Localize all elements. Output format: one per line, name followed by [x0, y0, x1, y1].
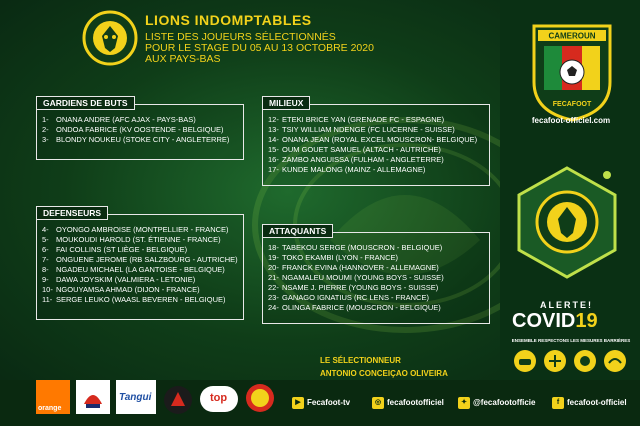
list-item: 18- TABEKOU SERGE (MOUSCRON - BELGIQUE)	[268, 243, 443, 252]
facebook-icon: f	[552, 397, 564, 409]
lion-logo-icon	[82, 10, 138, 66]
panel-header: MILIEUX	[262, 96, 310, 110]
covid-alert-label: ALERTE!	[540, 300, 593, 310]
list-item: 6- FAI COLLINS (ST LIÈGE - BELGIQUE)	[42, 245, 188, 254]
social-label: fecafootofficiel	[387, 398, 444, 408]
social-label: @fecafootofficie	[473, 398, 536, 408]
panel-header: DEFENSEURS	[36, 206, 108, 220]
covid-word: COVID	[512, 310, 576, 332]
sponsor-logo-icon	[164, 386, 192, 414]
list-item: 9- DAWA JOYSKIM (VALMIERA - LETONIE)	[42, 275, 196, 284]
list-item: 13- TSIY WILLIAM NDENGE (FC LUCERNE - SUISSE)	[268, 125, 455, 134]
social-instagram[interactable]	[372, 397, 444, 409]
player-list	[42, 115, 229, 145]
badge-country: CAMEROUN	[548, 31, 596, 41]
mask-icon	[519, 359, 531, 365]
orange-label: orange	[38, 405, 62, 412]
social-twitter[interactable]	[458, 397, 535, 409]
twitter-icon: ✦	[458, 397, 470, 409]
panel-attaquants	[262, 226, 490, 324]
list-item: 23- GANAGO IGNATIUS (RC LENS - FRANCE)	[268, 293, 429, 302]
tangui-label: Tangui	[119, 392, 152, 403]
player-list	[42, 225, 238, 305]
lion-hexagon-icon	[515, 165, 619, 280]
list-item: 17- KUNDE MALONG (MAINZ - ALLEMAGNE)	[268, 165, 426, 174]
top-label: top	[210, 392, 228, 404]
list-item: 12- ETEKI BRICE YAN (GRENADE FC - ESPAGNE)	[268, 115, 445, 124]
youtube-icon: ▶	[292, 397, 304, 409]
list-item: 7- ONGUENE JEROME (RB SALZBOURG - AUTRICHE)	[42, 255, 238, 264]
player-list	[268, 115, 477, 175]
panel-milieux	[262, 98, 490, 186]
list-item: 19- TOKO EKAMBI (LYON - FRANCE)	[268, 253, 398, 262]
player-list	[268, 243, 444, 313]
list-item: 22- NSAME J. PIERRE (YOUNG BOYS - SUISSE)	[268, 283, 439, 292]
list-item: 21- NGAMALEU MOUMI (YOUNG BOYS - SUISSE)	[268, 273, 444, 282]
list-item: 14- ONANA JEAN (ROYAL EXCEL MOUSCRON- BELGIQUE)	[268, 135, 478, 144]
panel-header: GARDIENS DE BUTS	[36, 96, 135, 110]
list-item: 5- MOUKOUDI HAROLD (ST. ÉTIENNE - FRANCE)	[42, 235, 221, 244]
list-item: 11- SERGE LEUKO (WAASL BEVEREN - BELGIQUE)	[42, 295, 226, 304]
list-item: 8- NGADEU MICHAEL (LA GANTOISE - BELGIQUE)	[42, 265, 225, 274]
instagram-icon: ◎	[372, 397, 384, 409]
list-item: 1- ONANA ANDRE (AFC AJAX - PAYS-BAS)	[42, 115, 196, 124]
anniversary-logo-icon	[246, 384, 274, 412]
social-label: fecafoot-officiel	[567, 398, 627, 408]
social-youtube[interactable]	[292, 397, 350, 409]
covid-tagline: ENSEMBLE RESPECTONS LES MESURES BARRIÈRES	[511, 338, 631, 343]
page-title: LIONS INDOMPTABLES	[145, 12, 312, 28]
covid-measures-icons	[510, 348, 630, 374]
selector-label: LE SÉLECTIONNEUR	[320, 356, 401, 365]
panel-defenseurs	[36, 208, 244, 320]
covid-number: 19	[575, 310, 598, 332]
list-item: 16- ZAMBO ANGUISSA (FULHAM - ANGLETERRE)	[268, 155, 444, 164]
list-item: 3- BLONDY NOUKEU (STOKE CITY - ANGLETERRE)	[42, 135, 230, 144]
website-link[interactable]: fecafoot-officiel.com	[531, 116, 611, 125]
list-item: 15- OUM GOUET SAMUEL (ALTACH - AUTRICHE)	[268, 145, 441, 154]
subtitle-line: AUX PAYS-BAS	[145, 53, 221, 65]
coq-sportif-logo-icon	[76, 380, 110, 414]
selector-name: ANTONIO CONCEIÇAO OLIVEIRA	[320, 369, 448, 378]
social-facebook[interactable]	[552, 397, 627, 409]
handwash-icon	[580, 356, 590, 366]
tangui-logo	[116, 380, 156, 414]
list-item: 24- OLINGA FABRICE (MOUSCRON - BELGIQUE)	[268, 303, 441, 312]
subtitle-line: POUR LE STAGE DU 05 AU 13 OCTOBRE 2020	[145, 42, 374, 54]
page-subtitle	[145, 32, 374, 65]
list-item: 20- FRANCK EVINA (HANNOVER - ALLEMAGNE)	[268, 263, 439, 272]
list-item: 4- OYONGO AMBROISE (MONTPELLIER - FRANCE)	[42, 225, 229, 234]
covid-title	[512, 310, 598, 333]
social-label: Fecafoot-tv	[307, 398, 351, 408]
list-item: 10- NGOUYAMSA AHMAD (DIJON - FRANCE)	[42, 285, 200, 294]
top-logo	[200, 386, 238, 412]
fecafoot-badge-icon	[530, 22, 614, 122]
subtitle-line: LISTE DES JOUEURS SÉLECTIONNÉS	[145, 31, 336, 43]
badge-federation: FECAFOOT	[552, 101, 592, 108]
orange-logo	[36, 380, 70, 414]
panel-gardiens	[36, 98, 244, 160]
list-item: 2- ONDOA FABRICE (KV OOSTENDE - BELGIQUE)	[42, 125, 224, 134]
panel-header: ATTAQUANTS	[262, 224, 333, 238]
